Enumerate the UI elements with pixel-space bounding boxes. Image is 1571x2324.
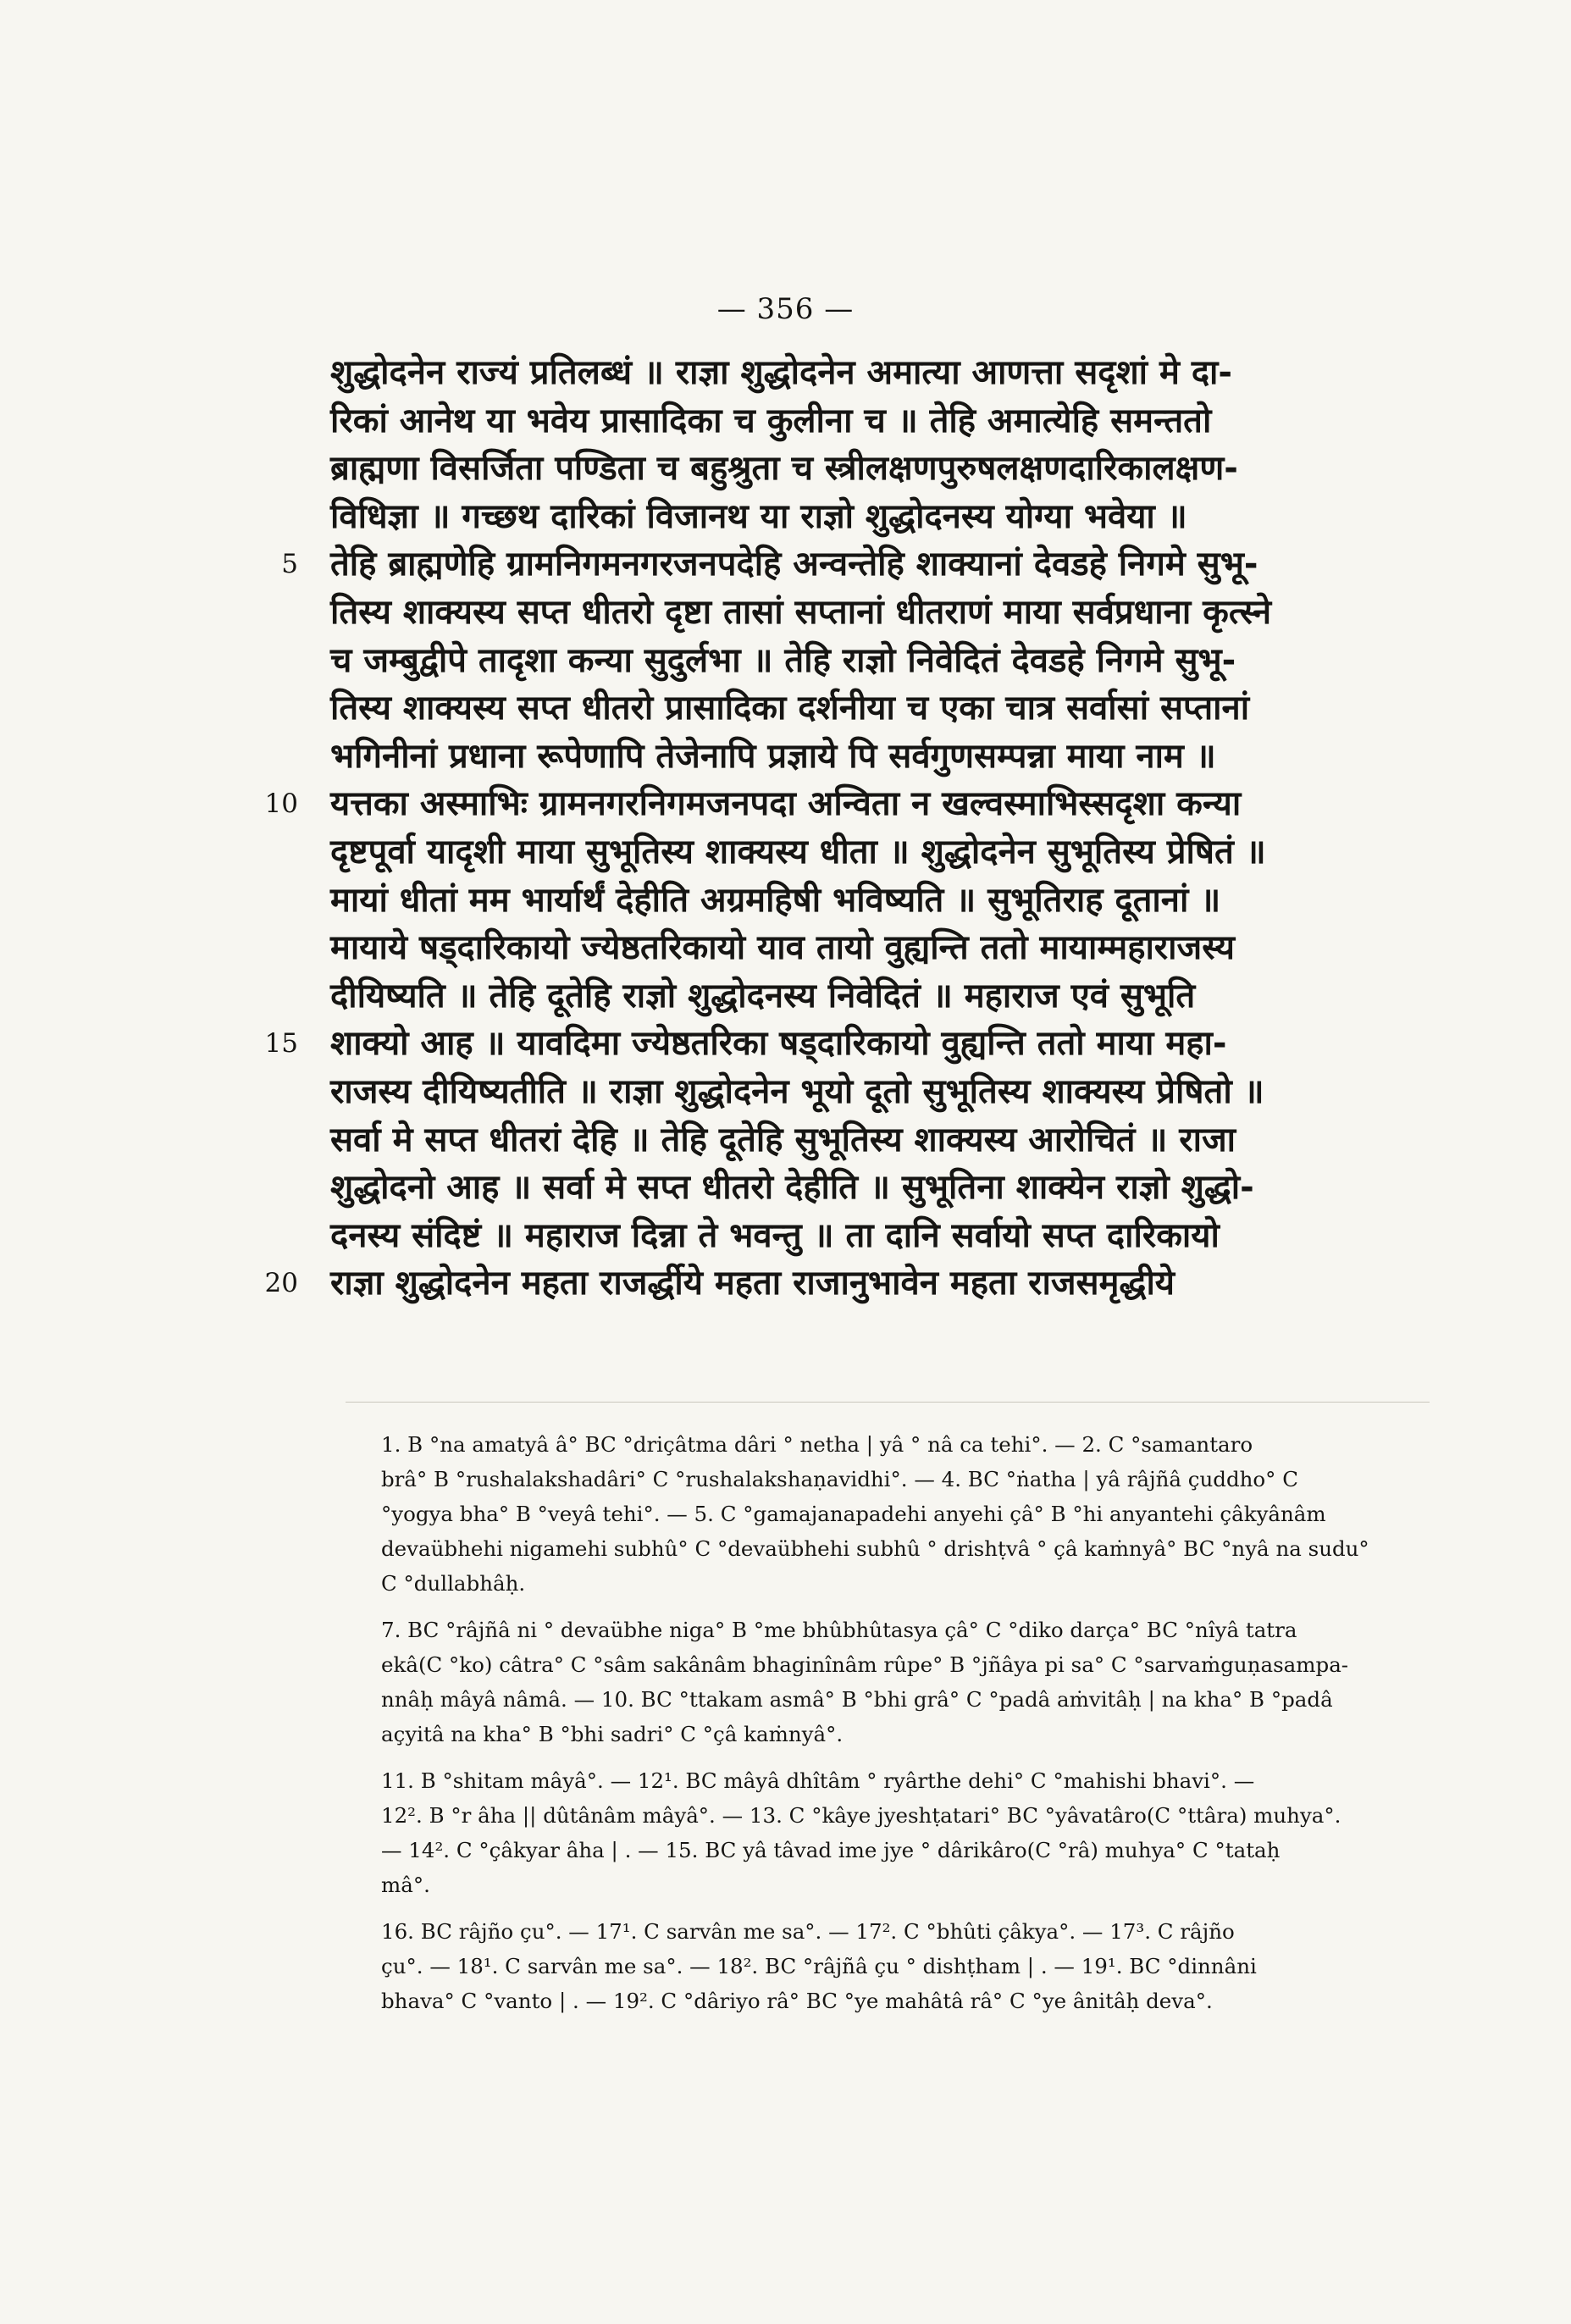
footnote-paragraph bbox=[381, 1914, 1482, 2018]
footnote-line: mâ°. bbox=[381, 1873, 430, 1897]
footnote-line: nnâḥ mâyâ nâmâ. — 10. BC °ttakam asmâ° B °bhi grâ° C °padâ aṁvitâḥ | na kha° B °padâ bbox=[381, 1687, 1333, 1712]
footnote-divider bbox=[346, 1402, 1430, 1403]
line-number: 5 bbox=[281, 549, 298, 580]
text-line bbox=[330, 924, 1465, 972]
text-line bbox=[330, 349, 1465, 397]
text-line bbox=[330, 972, 1465, 1021]
line-text: मायां धीतां मम भार्यार्थं देहीति अग्रमहिषी भविष्यति ॥ सुभूतिराह दूतानां ॥ bbox=[330, 880, 1221, 920]
text-line bbox=[330, 589, 1465, 637]
footnote-line: °yogya bha° B °veyâ tehi°. — 5. C °gamajanapadehi anyehi çâ° B °hi anyantehi çâkyânâm bbox=[381, 1502, 1326, 1526]
line-text: भगिनीनां प्रधाना रूपेणापि तेजेनापि प्रज्ञाये पि सर्वगुणसम्पन्ना माया नाम ॥ bbox=[330, 736, 1216, 776]
text-line bbox=[330, 877, 1465, 925]
line-number: 10 bbox=[264, 788, 298, 820]
line-text: च जम्बुद्वीपे तादृशा कन्या सुदुर्लभा ॥ तेहि राज्ञो निवेदितं देवडहे निगमे सुभू- bbox=[330, 640, 1236, 680]
text-line bbox=[330, 1068, 1465, 1116]
footnote-paragraph bbox=[381, 1613, 1482, 1751]
footnote-line: C °dullabhâḥ. bbox=[381, 1571, 526, 1596]
footnote-line: 16. BC râjño çu°. — 17¹. C sarvân me sa°. — 17². C °bhûti çâkya°. — 17³. C râjño bbox=[381, 1919, 1235, 1944]
line-text: शाक्यो आह ॥ यावदिमा ज्येष्ठतरिका षड्दारिकायो वुह्यन्ति ततो माया महा- bbox=[330, 1024, 1227, 1064]
line-text: विधिज्ञा ॥ गच्छथ दारिकां विजानथ या राज्ञो शुद्धोदनस्य योग्या भवेया ॥ bbox=[330, 496, 1187, 536]
text-line bbox=[330, 1164, 1465, 1212]
footnote-paragraph bbox=[381, 1763, 1482, 1902]
text-line bbox=[330, 1116, 1465, 1165]
text-line bbox=[330, 1212, 1465, 1260]
text-line bbox=[330, 684, 1465, 733]
text-line bbox=[330, 637, 1465, 685]
line-text: सर्वा मे सप्त धीतरां देहि ॥ तेहि दूतेहि सुभूतिस्य शाक्यस्य आरोचितं ॥ राजा bbox=[330, 1120, 1236, 1159]
footnote-line: 7. BC °râjñâ ni ° devaübhe niga° B °me bhûbhûtasya çâ° C °diko darça° BC °nîyâ tatra bbox=[381, 1618, 1297, 1642]
line-text: राज्ञा शुद्धोदनेन महता राजर्द्धीये महता राजानुभावेन महता राजसमृद्धीये bbox=[330, 1264, 1175, 1303]
footnote-line: devaübhehi nigamehi subhû° C °devaübhehi subhû ° drishṭvâ ° çâ kaṁnyâ° BC °nyâ na sudu° bbox=[381, 1536, 1369, 1561]
footnote-line: çu°. — 18¹. C sarvân me sa°. — 18². BC °râjñâ çu ° dishṭham | . — 19¹. BC °dinnâni bbox=[381, 1954, 1257, 1978]
footnote-line: 12². B °r âha || dûtânâm mâyâ°. — 13. C °kâye jyeshṭatari° BC °yâvatâro(C °ttâra) muhya°. bbox=[381, 1803, 1341, 1828]
text-line bbox=[264, 1020, 1465, 1068]
text-line bbox=[264, 1259, 1465, 1308]
text-line bbox=[330, 733, 1465, 781]
line-text: रिकां आनेथ या भवेय प्रासादिका च कुलीना च ॥ तेहि अमात्येहि समन्ततो bbox=[330, 401, 1212, 440]
text-line bbox=[330, 493, 1465, 541]
footnote-line: açyitâ na kha° B °bhi sadri° C °çâ kaṁnyâ°. bbox=[381, 1722, 844, 1746]
footnote-line: bhava° C °vanto | . — 19². C °dâriyo râ° BC °ye mahâtâ râ° C °ye ânitâḥ deva°. bbox=[381, 1989, 1213, 2013]
text-line bbox=[264, 780, 1465, 828]
line-text: तिस्य शाक्यस्य सप्त धीतरो दृष्टा तासां सप्तानां धीतराणं माया सर्वप्रधाना कृत्स्ने bbox=[330, 592, 1272, 632]
footnote-line: 1. B °na amatyâ â° BC °driçâtma dâri ° netha | yâ ° nâ ca tehi°. — 2. C °samantaro bbox=[381, 1432, 1253, 1457]
text-line bbox=[330, 445, 1465, 493]
line-text: मायाये षड्दारिकायो ज्येष्ठतरिकायो याव तायो वुह्यन्ति ततो मायाम्महाराजस्य bbox=[330, 928, 1235, 968]
footnote-line: — 14². C °çâkyar âha | . — 15. BC yâ tâvad ime jye ° dârikâro(C °râ) muhya° C °tataḥ bbox=[381, 1838, 1281, 1862]
line-text: राजस्य दीयिष्यतीति ॥ राज्ञा शुद्धोदनेन भूयो दूतो सुभूतिस्य शाक्यस्य प्रेषितो ॥ bbox=[330, 1071, 1264, 1111]
line-text: दनस्य संदिष्टं ॥ महाराज दिन्ना ते भवन्तु ॥ ता दानि सर्वायो सप्त दारिकायो bbox=[330, 1215, 1220, 1255]
line-text: ब्राह्मणा विसर्जिता पण्डिता च बहुश्रुता च स्त्रीलक्षणपुरुषलक्षणदारिकालक्षण- bbox=[330, 449, 1238, 489]
text-line bbox=[330, 828, 1465, 877]
line-text: दीयिष्यति ॥ तेहि दूतेहि राज्ञो शुद्धोदनस्य निवेदितं ॥ महाराज एवं सुभूति bbox=[330, 976, 1196, 1015]
footnotes-block bbox=[381, 1427, 1482, 2030]
line-number: 20 bbox=[264, 1268, 298, 1299]
line-text: तिस्य शाक्यस्य सप्त धीतरो प्रासादिका दर्शनीया च एका चात्र सर्वासां सप्तानां bbox=[330, 689, 1250, 728]
line-text: तेहि ब्राह्मणेहि ग्रामनिगमनगरजनपदेहि अन्वन्तेहि शाक्यानां देवडहे निगमे सुभू- bbox=[330, 545, 1258, 584]
line-text: यत्तका अस्माभिः ग्रामनगरनिगमजनपदा अन्विता न खल्वस्माभिस्सदृशा कन्या bbox=[330, 784, 1242, 824]
sanskrit-text-block bbox=[264, 349, 1465, 1308]
line-number: 15 bbox=[264, 1028, 298, 1060]
footnote-paragraph bbox=[381, 1427, 1482, 1601]
text-line bbox=[330, 397, 1465, 445]
page-number: — 356 — bbox=[716, 292, 855, 326]
footnote-line: 11. B °shitam mâyâ°. — 12¹. BC mâyâ dhîtâm ° ryârthe dehi° C °mahishi bhavi°. — bbox=[381, 1768, 1255, 1793]
line-text: शुद्धोदनेन राज्यं प्रतिलब्धं ॥ राज्ञा शुद्धोदनेन अमात्या आणत्ता सदृशां मे दा- bbox=[330, 353, 1233, 392]
footnote-line: ekâ(C °ko) câtra° C °sâm sakânâm bhaginînâm rûpe° B °jñâya pi sa° C °sarvaṁguṇasampa- bbox=[381, 1652, 1349, 1677]
text-line bbox=[281, 540, 1465, 589]
footnote-line: brâ° B °rushalakshadâri° C °rushalakshaṇavidhi°. — 4. BC °ṅatha | yâ râjñâ çuddho° C bbox=[381, 1467, 1298, 1491]
line-text: शुद्धोदनो आह ॥ सर्वा मे सप्त धीतरो देहीति ॥ सुभूतिना शाक्येन राज्ञो शुद्धो- bbox=[330, 1168, 1254, 1208]
line-text: दृष्टपूर्वा यादृशी माया सुभूतिस्य शाक्यस्य धीता ॥ शुद्धोदनेन सुभूतिस्य प्रेषितं ॥ bbox=[330, 832, 1266, 872]
